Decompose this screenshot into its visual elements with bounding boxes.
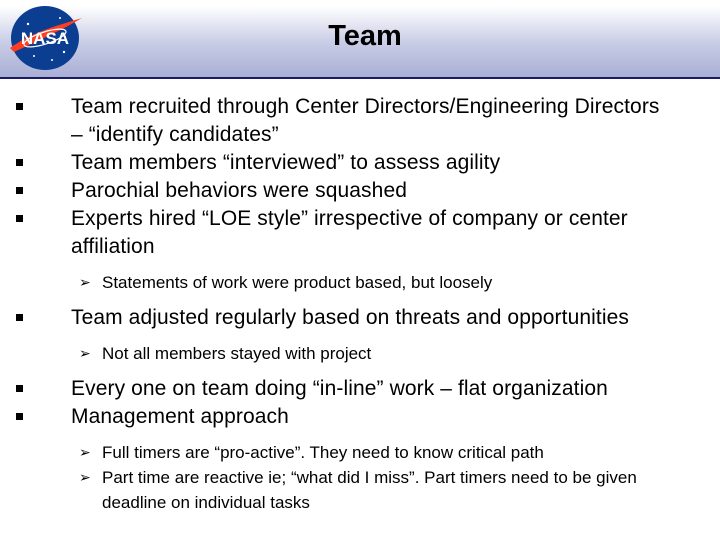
- bullet-text: Experts hired “LOE style” irrespective of company or center affiliation: [71, 207, 628, 258]
- bullet-item: [0, 403, 671, 431]
- square-bullet-icon: [16, 187, 23, 194]
- page-title: Team: [328, 20, 402, 52]
- bullet-item: [0, 93, 671, 149]
- sub-bullet-item: [0, 465, 692, 515]
- bullet-item: [0, 149, 671, 177]
- square-bullet-icon: [16, 159, 23, 166]
- square-bullet-icon: [16, 215, 23, 222]
- square-bullet-icon: [16, 413, 23, 420]
- bullet-text: Team members “interviewed” to assess agility: [71, 151, 501, 174]
- slide-header: [0, 0, 720, 79]
- square-bullet-icon: [16, 385, 23, 392]
- arrow-bullet-icon: ➢: [79, 469, 91, 485]
- bullet-text: Management approach: [71, 405, 289, 428]
- sub-bullet-text: Statements of work were product based, but loosely: [102, 273, 493, 292]
- bullet-item: [0, 375, 671, 403]
- sub-bullet-text: Part time are reactive ie; “what did I miss”. Part timers need to be given deadline on individual tasks: [102, 468, 637, 512]
- bullet-text: Team recruited through Center Directors/Engineering Directors – “identify candidates”: [71, 95, 660, 146]
- sub-bullet-text: Not all members stayed with project: [102, 344, 372, 363]
- square-bullet-icon: [16, 103, 23, 110]
- bullet-text: Every one on team doing “in-line” work – flat organization: [71, 377, 608, 400]
- sub-bullet-item: [0, 341, 692, 366]
- bullet-text: Parochial behaviors were squashed: [71, 179, 407, 202]
- arrow-bullet-icon: ➢: [79, 444, 91, 460]
- sub-bullet-text: Full timers are “pro-active”. They need to know critical path: [102, 443, 544, 462]
- arrow-bullet-icon: ➢: [79, 274, 91, 290]
- sub-bullet-item: [0, 440, 692, 465]
- bullet-item: [0, 205, 671, 261]
- sub-bullet-item: [0, 270, 692, 295]
- bullet-item: [0, 177, 671, 205]
- square-bullet-icon: [16, 314, 23, 321]
- slide-content: [0, 93, 720, 515]
- arrow-bullet-icon: ➢: [79, 345, 91, 361]
- logo-text: NASA: [20, 29, 70, 48]
- bullet-item: [0, 304, 671, 332]
- bullet-text: Team adjusted regularly based on threats and opportunities: [71, 306, 629, 329]
